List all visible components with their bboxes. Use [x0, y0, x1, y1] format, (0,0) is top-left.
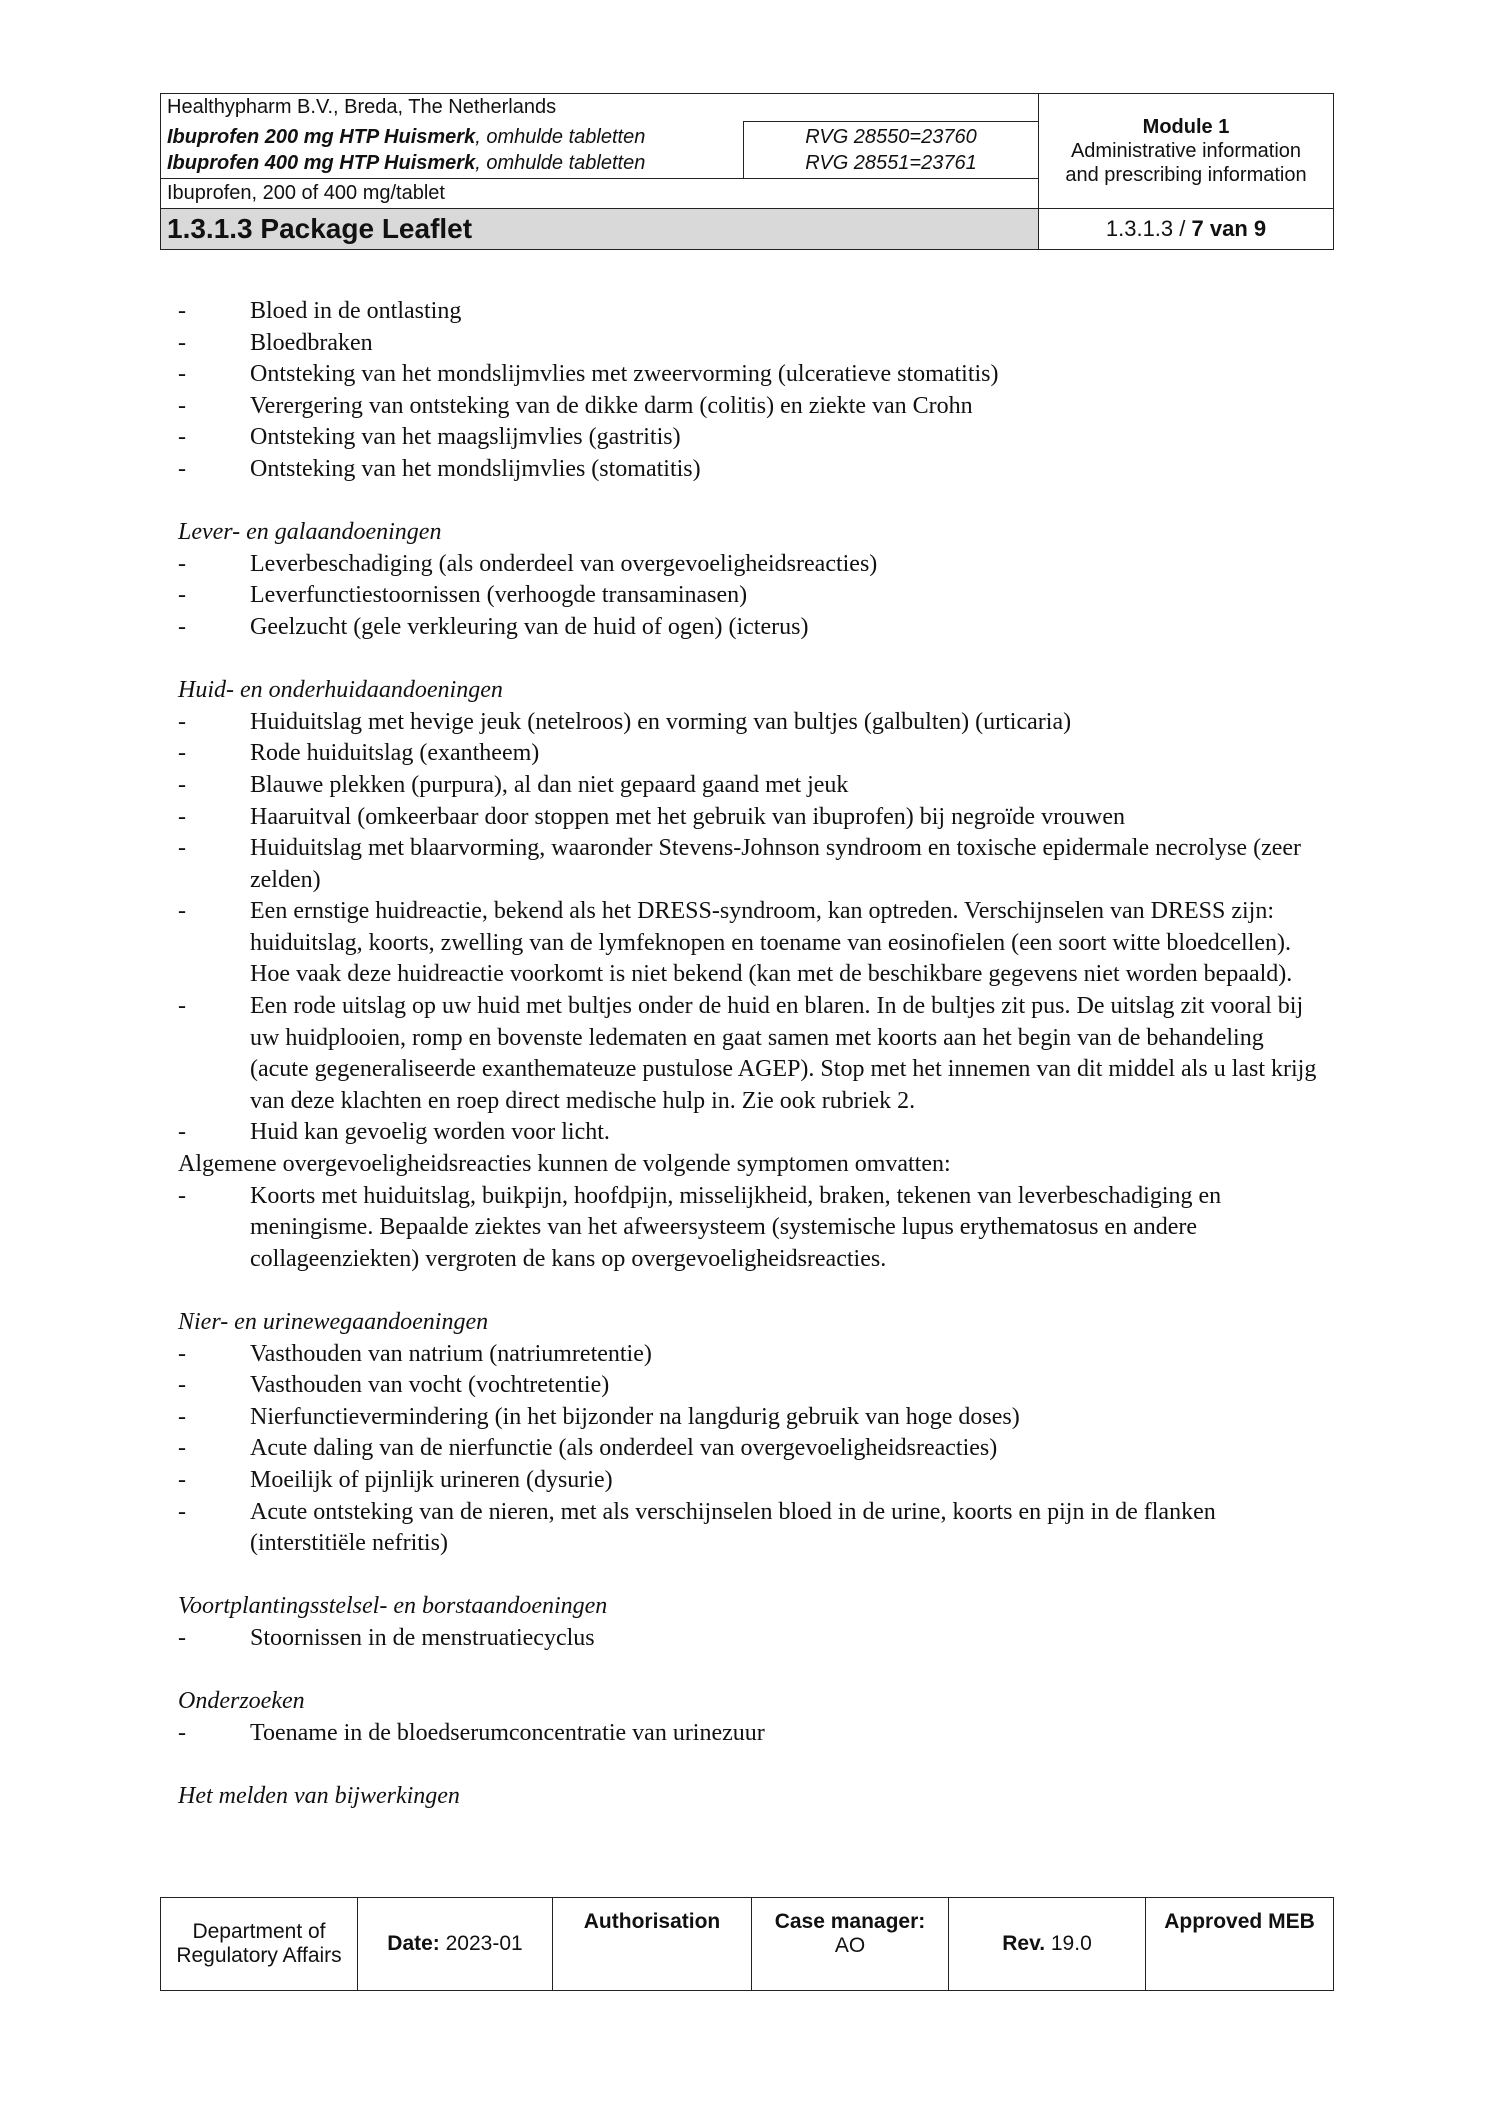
- substance-cell: [161, 178, 1039, 208]
- rvg-number-2: RVG 28551=23761: [805, 151, 977, 174]
- list-item: - Acute daling van de nierfunctie (als onderdeel van overgevoeligheidsreacties): [178, 1435, 998, 1462]
- list-item: - Moeilijk of pijnlijk urineren (dysurie): [178, 1466, 613, 1493]
- list-item: - Blauwe plekken (purpura), al dan niet gepaard gaand met jeuk: [178, 771, 849, 798]
- list-item: - Leverbeschadiging (als onderdeel van overgevoeligheidsreacties): [178, 550, 878, 577]
- list-item: - Vasthouden van natrium (natriumretentie): [178, 1340, 652, 1367]
- list-item: - Een rode uitslag op uw huid met bultjes onder de huid en blaren. In de bultjes zit pus. De uitslag zit vooral bij uw huidplooien, romp en bovenste ledematen en gaat samen met koorts aan het begin van de behandeling (acute gegeneraliseerde exanthemateuze pustulose AGEP). Stop met het innemen van dit middel als u last krijg van deze klachten en roep direct medische hulp in. Zie ook rubriek 2.: [178, 993, 1317, 1114]
- module-line-2: and prescribing information: [1065, 163, 1307, 186]
- list-item: - Verergering van ontsteking van de dikke darm (colitis) en ziekte van Crohn: [178, 392, 973, 419]
- section-title-cell: [161, 208, 1039, 249]
- module-title: Module 1: [1142, 115, 1230, 138]
- section-heading: Lever- en galaandoeningen: [178, 519, 442, 546]
- product-name-2: Ibuprofen 400 mg HTP Huismerk: [167, 151, 476, 174]
- list-item: - Toename in de bloedserumconcentratie van urinezuur: [178, 1719, 765, 1746]
- company-name: Healthypharm B.V., Breda, The Netherlands: [167, 96, 557, 118]
- product-line-1: [167, 124, 737, 150]
- revision-label: Rev.: [1002, 1932, 1046, 1955]
- list-item: - Een ernstige huidreactie, bekend als het DRESS-syndroom, kan optreden. Verschijnselen van DRESS zijn: huiduitslag, koorts, zwelling van de lymfeknopen en toename van eosinofielen (een soort witte bloedcellen). Hoe vaak deze huidreactie voorkomt is niet bekend (kan met de beschikbare gegevens niet worden bepaald).: [178, 898, 1293, 988]
- list-item: - Bloedbraken: [178, 329, 373, 356]
- approval-cell: [1146, 1898, 1334, 1991]
- module-cell: [1039, 94, 1334, 209]
- module-line-1: Administrative information: [1070, 139, 1302, 162]
- list-item: - Nierfunctievermindering (in het bijzonder na langdurig gebruik van hoge doses): [178, 1403, 1020, 1430]
- date-value: 2023-01: [439, 1932, 523, 1955]
- document-header: [160, 93, 1334, 250]
- section-title: 1.3.1.3 Package Leaflet: [167, 212, 473, 244]
- page-number: 7 van 9: [1191, 215, 1267, 241]
- authorisation-label: Authorisation: [583, 1910, 721, 1933]
- list-item: - Vasthouden van vocht (vochtretentie): [178, 1372, 610, 1399]
- page-number-cell: [1039, 208, 1334, 249]
- page-ref: 1.3.1.3 /: [1105, 215, 1192, 241]
- list-item: - Huiduitslag met blaarvorming, waaronder Stevens-Johnson syndroom en toxische epidermale necrolyse (zeer zelden): [178, 835, 1302, 893]
- company-cell: [161, 94, 1039, 122]
- case-manager-label: Case manager:: [774, 1910, 926, 1933]
- revision-value: 19.0: [1045, 1932, 1092, 1955]
- section-skin: [178, 675, 1328, 1275]
- list-item: - Ontsteking van het mondslijmvlies (stomatitis): [178, 455, 701, 482]
- section-heading: Nier- en urinewegaandoeningen: [178, 1309, 489, 1335]
- leaflet-body: [178, 296, 1328, 1813]
- section-kidney: [178, 1307, 1328, 1560]
- department-line-2: Regulatory Affairs: [176, 1944, 342, 1967]
- list-item: - Leverfunctiestoornissen (verhoogde transaminasen): [178, 582, 748, 609]
- products-cell: [161, 122, 744, 179]
- section-heading: Voortplantingsstelsel- en borstaandoeningen: [178, 1593, 608, 1620]
- rvg-number-1: RVG 28550=23760: [805, 125, 977, 148]
- department-line-1: Department of: [192, 1920, 326, 1943]
- approval-label: Approved MEB: [1164, 1910, 1315, 1933]
- case-manager-value: AO: [834, 1934, 866, 1957]
- product-form-2: , omhulde tabletten: [475, 151, 646, 174]
- document-footer: [160, 1897, 1334, 1991]
- list-item: - Geelzucht (gele verkleuring van de huid of ogen) (icterus): [178, 613, 809, 640]
- general-hypersensitivity-text: Algemene overgevoeligheidsreacties kunnen de volgende symptomen omvatten:: [178, 1151, 951, 1178]
- list-item: - Ontsteking van het mondslijmvlies met zweervorming (ulceratieve stomatitis): [178, 361, 999, 388]
- section-heading: Huid- en onderhuidaandoeningen: [178, 677, 503, 704]
- section-reproductive: [178, 1591, 1328, 1654]
- date-label: Date:: [387, 1932, 440, 1955]
- section-heading-reporting: Het melden van bijwerkingen: [178, 1782, 460, 1809]
- list-item: - Rode huiduitslag (exantheem): [178, 740, 540, 767]
- product-line-2: [167, 150, 737, 176]
- substance-text: Ibuprofen, 200 of 400 mg/tablet: [167, 181, 445, 204]
- section-gastro: [178, 296, 1328, 486]
- section-investigations: [178, 1686, 1328, 1749]
- list-item: - Bloed in de ontlasting: [178, 298, 462, 324]
- date-cell: [358, 1898, 553, 1991]
- product-form-1: , omhulde tabletten: [475, 125, 646, 148]
- rvg-cell: [744, 122, 1039, 179]
- section-liver: [178, 517, 1328, 643]
- section-heading: Onderzoeken: [178, 1688, 305, 1715]
- case-manager-cell: [752, 1898, 949, 1991]
- list-item: - Huiduitslag met hevige jeuk (netelroos) en vorming van bultjes (galbulten) (urticaria): [178, 708, 1072, 735]
- product-name-1: Ibuprofen 200 mg HTP Huismerk: [167, 125, 476, 148]
- list-item: - Stoornissen in de menstruatiecyclus: [178, 1624, 595, 1651]
- revision-cell: [949, 1898, 1146, 1991]
- list-item: - Koorts met huiduitslag, buikpijn, hoofdpijn, misselijkheid, braken, tekenen van leverbeschadiging en meningisme. Bepaalde ziektes van het afweersysteem (systemische lupus erythematosus en andere collageenziekten) vergroten de kans op overgevoeligheidsreacties.: [178, 1182, 1222, 1272]
- list-item: - Acute ontsteking van de nieren, met als verschijnselen bloed in de urine, koorts en pijn in de flanken (interstitiële nefritis): [178, 1498, 1216, 1557]
- list-item: - Ontsteking van het maagslijmvlies (gastritis): [178, 424, 681, 451]
- authorisation-cell: [553, 1898, 752, 1991]
- department-cell: [161, 1898, 358, 1991]
- list-item: - Huid kan gevoelig worden voor licht.: [178, 1119, 610, 1146]
- list-item: - Haaruitval (omkeerbaar door stoppen met het gebruik van ibuprofen) bij negroïde vrouwen: [178, 803, 1126, 830]
